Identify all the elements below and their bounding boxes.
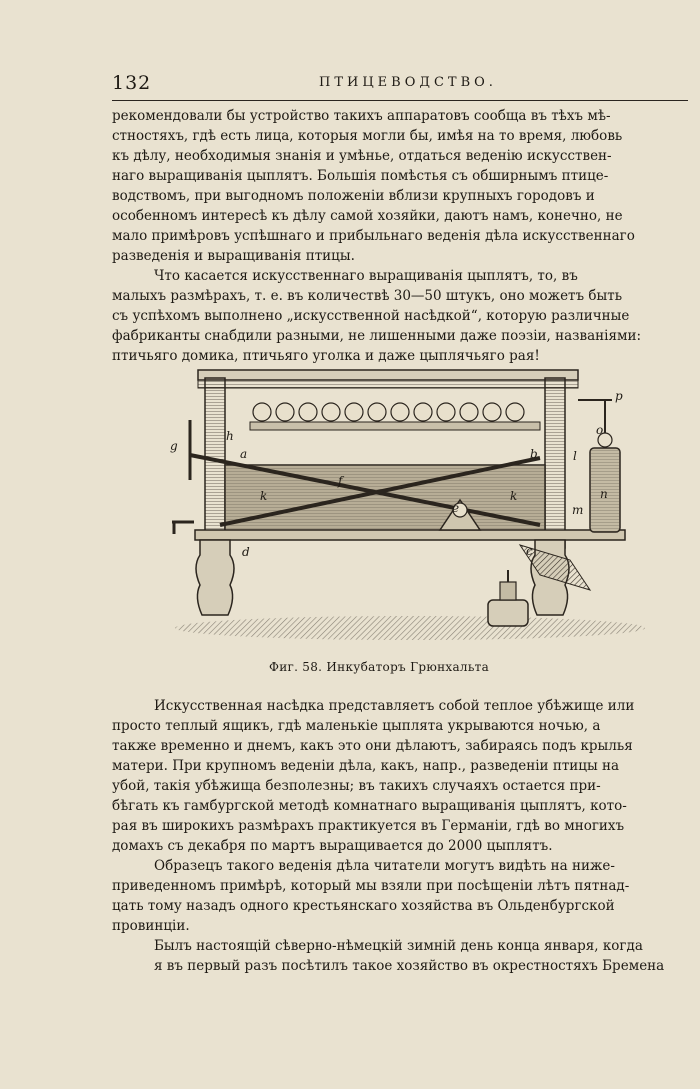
text-line: фабриканты снабдили разными, не лишенными даже поэзіи, названіями: [112,328,642,344]
figure-label: p [615,389,623,403]
text-line: Образецъ такого веденія дѣла читатели могутъ видѣть на ниже- [154,858,615,874]
figure-label: n [600,487,608,501]
figure-caption: Фиг. 58. Инкубаторъ Грюнхальта [268,660,490,674]
figure-label: h [226,429,234,443]
figure-label: k [260,489,268,503]
text-line: рекомендовали бы устройство такихъ аппаратовъ сообща въ тѣхъ мѣ- [112,108,611,124]
incubator-illustration [160,360,650,650]
paragraph-3 [112,696,690,856]
text-line: просто теплый ящикъ, гдѣ маленькіе цыплята укрываются ночью, а [112,718,601,734]
paragraph-5 [112,936,690,976]
text-line: домахъ съ декабря по мартъ выращивается до 2000 цыплятъ. [112,838,553,854]
text-line: малыхъ размѣрахъ, т. е. въ количествѣ 30—50 штукъ, оно можетъ быть [112,288,623,304]
figure-label: d [242,545,250,559]
page-header [112,72,688,98]
paragraph-1 [112,106,690,266]
figure-label: e [452,501,460,515]
figure-label: m [572,503,584,517]
text-line: я въ первый разъ посѣтилъ такое хозяйство въ окрестностяхъ Бремена [154,958,665,974]
running-title: ПТИЦЕВОДСТВО. [319,75,497,90]
paragraph-4 [112,856,690,936]
text-line: Искусственная насѣдка представляетъ собой теплое убѣжище или [154,698,635,714]
text-line: рая въ широкихъ размѣрахъ практикуется въ Германіи, гдѣ во многихъ [112,818,625,834]
text-line: провинціи. [112,918,190,934]
text-line: наго выращиванія цыплятъ. Большія помѣстья съ обширнымъ птице- [112,168,609,184]
text-line: матери. При крупномъ веденіи дѣла, какъ, напр., разведеніи птицы на [112,758,620,774]
figure-label: g [170,439,178,453]
figure-label: c [526,544,533,558]
text-line: бѣгать къ гамбургской методѣ комнатнаго выращиванія цыплятъ, кото- [112,798,627,814]
paragraph-2 [112,266,690,366]
text-line: цать тому назадъ одного крестьянскаго хозяйства въ Ольденбургской [112,898,615,914]
figure-label: o [596,423,604,437]
text-line: убой, такія убѣжища безполезны; въ такихъ случаяхъ остается при- [112,778,601,794]
header-rule [112,100,688,101]
text-line: разведенія и выращиванія птицы. [112,248,355,264]
text-line: водствомъ, при выгодномъ положеніи вблизи крупныхъ городовъ и [112,188,595,204]
text-line: стностяхъ, гдѣ есть лица, которыя могли бы, имѣя на то время, любовь [112,128,623,144]
figure-label: a [240,447,248,461]
text-line: также временно и днемъ, какъ это они дѣлаютъ, забираясь подъ крылья [112,738,633,754]
incubator-figure [160,360,650,650]
figure-label: l [573,449,577,463]
text-line: Былъ настоящій сѣверно-нѣмецкій зимній день конца января, когда [154,938,643,954]
text-line: птичьяго домика, птичьяго уголка и даже цыплячьяго рая! [112,348,540,364]
figure-label: k [510,489,518,503]
text-line: къ дѣлу, необходимыя знанія и умѣнье, отдаться веденію искусствен- [112,148,612,164]
text-line: приведенномъ примѣрѣ, который мы взяли при посѣщеніи лѣтъ пятнад- [112,878,630,894]
page-number: 132 [112,72,152,94]
text-line: съ успѣхомъ выполнено „искусственной насѣдкой“, которую различные [112,308,630,324]
text-line: Что касается искусственнаго выращиванія цыплятъ, то, въ [154,268,578,284]
figure-label: b [530,447,538,461]
figure-label: f [338,474,343,488]
text-line: особенномъ интересѣ къ дѣлу самой хозяйки, даютъ намъ, конечно, не [112,208,623,224]
text-line: мало примѣровъ успѣшнаго и прибыльнаго веденія дѣла искусственнаго [112,228,635,244]
